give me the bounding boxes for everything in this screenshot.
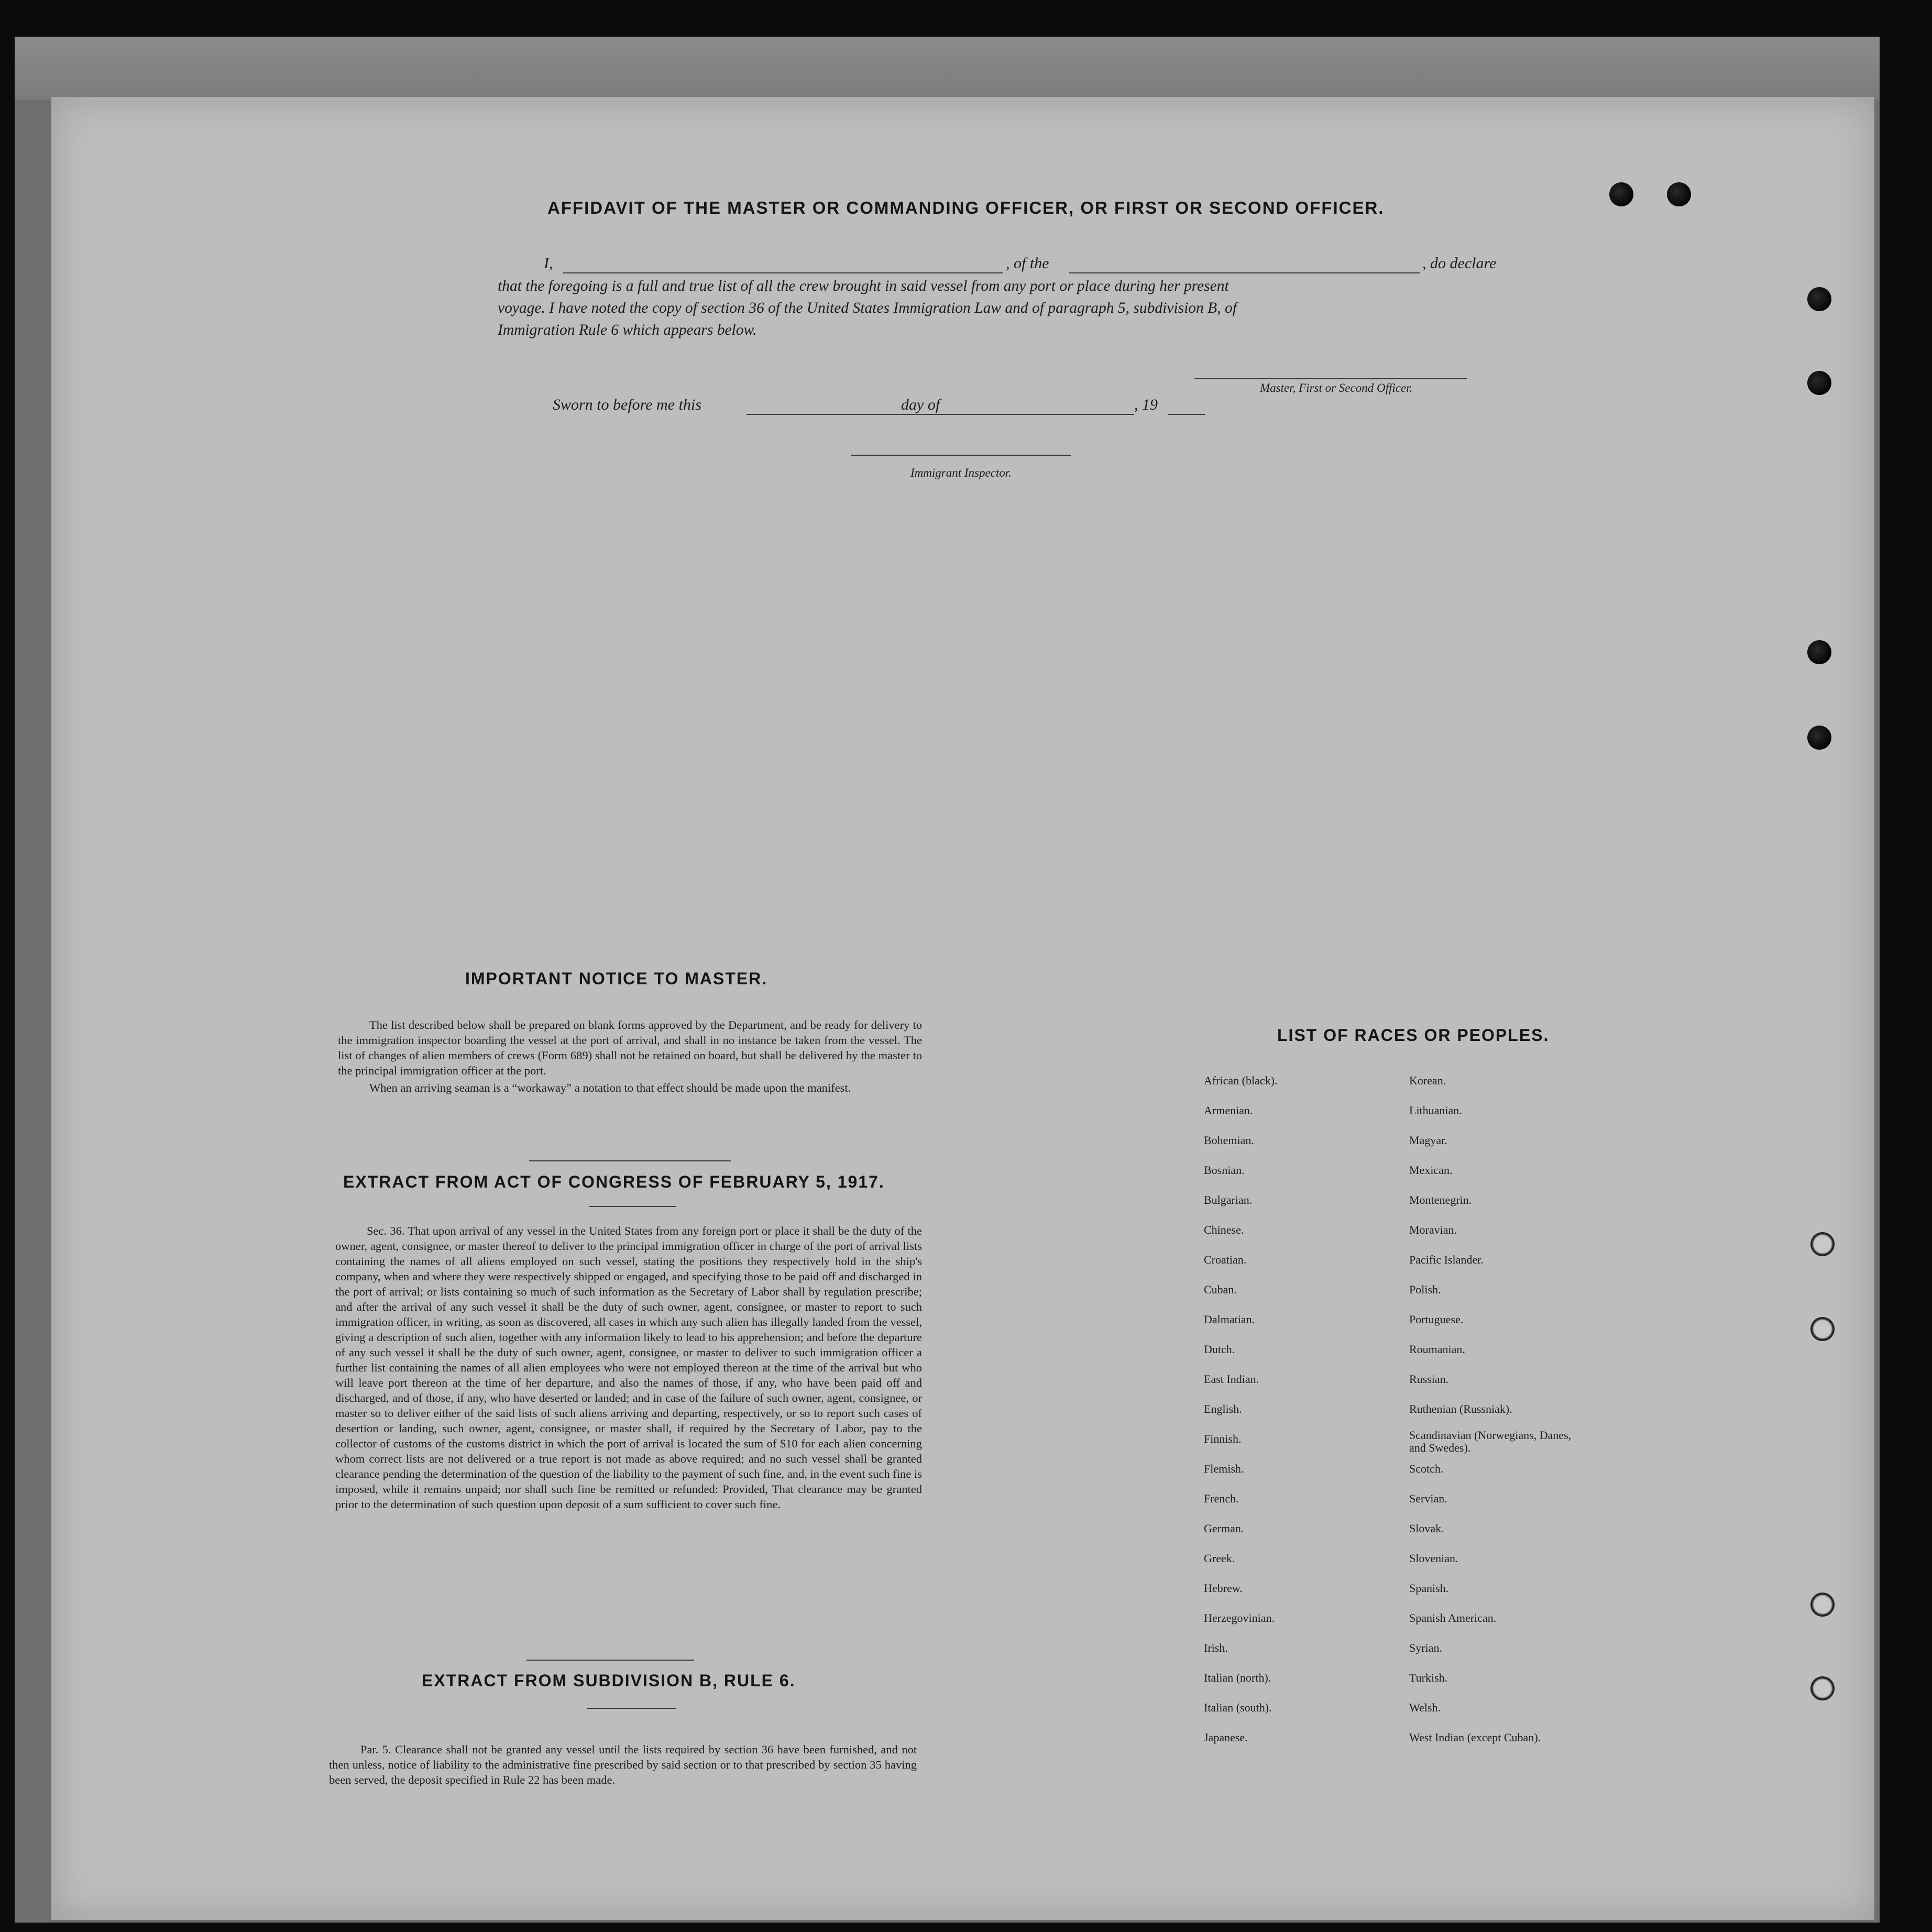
punch-hole-icon — [1667, 182, 1691, 206]
sworn-text-end: , 19 — [1134, 396, 1158, 413]
signature-line — [1194, 378, 1467, 379]
race-item: Korean. — [1409, 1074, 1446, 1087]
punch-hole-icon — [1807, 371, 1831, 395]
race-item: Italian (south). — [1204, 1701, 1272, 1714]
race-item: Welsh. — [1409, 1701, 1441, 1714]
race-item: Mexican. — [1409, 1163, 1453, 1177]
affidavit-line1-end: , do declare — [1422, 255, 1497, 272]
race-item: Servian. — [1409, 1492, 1447, 1505]
race-item: Turkish. — [1409, 1671, 1448, 1684]
notice-title: IMPORTANT NOTICE TO MASTER. — [465, 969, 768, 988]
race-item: French. — [1204, 1492, 1239, 1505]
race-item: Flemish. — [1204, 1462, 1244, 1475]
year-blank — [1168, 414, 1205, 415]
races-column-2 — [1409, 1074, 1587, 1761]
vessel-blank — [1069, 272, 1420, 273]
race-item: Scandinavian (Norwegians, Danes, and Swedes). — [1409, 1429, 1572, 1454]
race-item: Russian. — [1409, 1373, 1449, 1386]
race-item: Roumanian. — [1409, 1343, 1465, 1356]
form-sheet — [51, 97, 1874, 1920]
race-item: Scotch. — [1409, 1462, 1444, 1475]
punch-hole-icon — [1609, 182, 1633, 206]
inspector-label: Immigrant Inspector. — [910, 466, 1012, 479]
race-item: West Indian (except Cuban). — [1409, 1731, 1541, 1744]
race-item: Croatian. — [1204, 1253, 1247, 1266]
section-divider — [526, 1660, 694, 1661]
race-item: German. — [1204, 1522, 1244, 1535]
rule-extract-text: Par. 5. Clearance shall not be granted any vessel until the lists required by section 36 have been furnished, and not then unless, notice of liability to the administrative fine prescribed by said section or to that prescribed by section 35 having been served, the deposit specified in Rule 22 has been made. — [329, 1743, 917, 1786]
punch-hole-icon — [1807, 726, 1831, 750]
name-blank — [563, 272, 1003, 273]
affidavit-line3: voyage. I have noted the copy of section 36 of the United States Immigration Law and of paragraph 5, subdivision B, of — [498, 300, 1237, 316]
inspector-signature-line — [851, 455, 1071, 456]
race-item: Ruthenian (Russniak). — [1409, 1402, 1512, 1415]
sworn-text-mid: day of — [901, 396, 940, 413]
punch-hole-icon — [1810, 1593, 1835, 1617]
notice-paragraph-2: When an arriving seaman is a “workaway” a notation to that effect should be made upon the manifest. — [369, 1081, 851, 1094]
race-item: Slovak. — [1409, 1522, 1444, 1535]
notice-body — [338, 1017, 922, 1095]
affidavit-title: AFFIDAVIT OF THE MASTER OR COMMANDING OFFICER, OR FIRST OR SECOND OFFICER. — [547, 198, 1385, 217]
race-item: Bulgarian. — [1204, 1193, 1253, 1206]
race-item: Herzegovinian. — [1204, 1611, 1275, 1624]
race-item: Armenian. — [1204, 1104, 1253, 1117]
race-item: Moravian. — [1409, 1223, 1457, 1236]
section-divider — [529, 1160, 731, 1161]
race-item: Irish. — [1204, 1641, 1228, 1654]
race-item: Italian (north). — [1204, 1671, 1271, 1684]
race-item: Pacific Islander. — [1409, 1253, 1484, 1266]
punch-hole-icon — [1807, 287, 1831, 311]
race-item: Spanish. — [1409, 1582, 1449, 1595]
punch-hole-icon — [1810, 1317, 1835, 1341]
act-extract-text: Sec. 36. That upon arrival of any vessel in the United States from any foreign port or place it shall be the duty of the owner, agent, consignee, or master thereof to deliver to the principal immigration officer in charge of the port of arrival lists containing the names of all aliens employed on such vessel, stating the positions they respectively hold in the ship's company, when and where they were respectively shipped or engaged, and specifying those to be paid off and discharged in the port of arrival; or lists containing so much of such information as the Secretary of Labor shall by regulation prescribe; and after the arrival of any such vessel it shall be the duty of such owner, agent, consignee, or master to report to such immigration officer, in writing, as soon as discovered, all cases in which any such alien has illegally landed from the vessel, giving a description of such alien, together with any information likely to lead to his apprehension; and before the departure of any such vessel it shall be the duty of such owner, agent, consignee, or master to deliver to such immigration officer a further list containing the names of all alien employees who were not employed thereon at the time of the arrival but who will leave port thereon at the time of her departure, and also the names of those, if any, who have been paid off and discharged, and of those, if any, who have deserted or landed; and in case of the failure of such owner, agent, consignee, or master so to deliver either of the said lists of such aliens arriving and departing, respectively, or so to report such cases of desertion or landing, such owner, agent, consignee, or master shall, if required by the Secretary of Labor, pay to the collector of customs of the customs district in which the port of arrival is located the sum of $10 for each alien concerning whom correct lists are not delivered or a true report is not made as above required; and no such vessel shall be granted clearance pending the determination of the question of the liability to the payment of such fine, and, in the event such fine is imposed, while it remains unpaid; nor shall such fine be remitted or refunded: Provided, That clearance may be granted prior to the determination of such question upon deposit of a sum sufficient to cover such fine. — [335, 1224, 922, 1511]
punch-hole-icon — [1807, 640, 1831, 664]
race-item: Dalmatian. — [1204, 1313, 1255, 1326]
race-item: Finnish. — [1204, 1432, 1242, 1445]
race-item: Hebrew. — [1204, 1582, 1243, 1595]
race-item: English. — [1204, 1402, 1242, 1415]
affidavit-line1-start: I, — [544, 255, 553, 272]
race-item: Magyar. — [1409, 1134, 1447, 1147]
race-item: Syrian. — [1409, 1641, 1442, 1654]
races-title: LIST OF RACES OR PEOPLES. — [1277, 1026, 1550, 1045]
race-item: Cuban. — [1204, 1283, 1237, 1296]
races-column-1 — [1204, 1074, 1361, 1761]
race-item: Bosnian. — [1204, 1163, 1245, 1177]
affidavit-line2: that the foregoing is a full and true list of all the crew brought in said vessel from any port or place during her present — [498, 278, 1229, 294]
punch-hole-icon — [1810, 1232, 1835, 1256]
rule-extract-title: EXTRACT FROM SUBDIVISION B, RULE 6. — [422, 1671, 796, 1690]
master-signature-label: Master, First or Second Officer. — [1260, 381, 1413, 394]
rule-extract-body — [329, 1742, 917, 1787]
race-item: Portuguese. — [1409, 1313, 1464, 1326]
race-item: Greek. — [1204, 1552, 1235, 1565]
month-blank — [951, 414, 1134, 415]
section-divider — [589, 1206, 676, 1207]
race-item: Bohemian. — [1204, 1134, 1254, 1147]
race-item: Chinese. — [1204, 1223, 1244, 1236]
notice-paragraph-1: The list described below shall be prepared on blank forms approved by the Department, and be ready for delivery to the immigration inspector boarding the vessel at the port of arrival, and shall in no instance be taken from the vessel. The list of changes of alien members of crews (Form 689) shall not be retained on board, but shall be delivered by the master to the principal immigration officer at the port. — [338, 1018, 922, 1077]
sworn-text-start: Sworn to before me this — [553, 396, 701, 413]
race-item: Polish. — [1409, 1283, 1441, 1296]
affidavit-line4: Immigration Rule 6 which appears below. — [498, 322, 757, 338]
race-item: African (black). — [1204, 1074, 1278, 1087]
section-divider — [587, 1708, 676, 1709]
race-item: East Indian. — [1204, 1373, 1259, 1386]
punch-hole-icon — [1810, 1676, 1835, 1700]
race-item: Lithuanian. — [1409, 1104, 1462, 1117]
act-extract-body — [335, 1223, 922, 1512]
race-item: Montenegrin. — [1409, 1193, 1472, 1206]
act-extract-title: EXTRACT FROM ACT OF CONGRESS OF FEBRUARY 5, 1917. — [343, 1172, 885, 1191]
surgeon-affidavit-strip — [15, 37, 1880, 100]
race-item: Spanish American. — [1409, 1611, 1497, 1624]
race-item: Dutch. — [1204, 1343, 1235, 1356]
affidavit-line1-mid: , of the — [1006, 255, 1049, 272]
race-item: Slovenian. — [1409, 1552, 1458, 1565]
race-item: Japanese. — [1204, 1731, 1248, 1744]
